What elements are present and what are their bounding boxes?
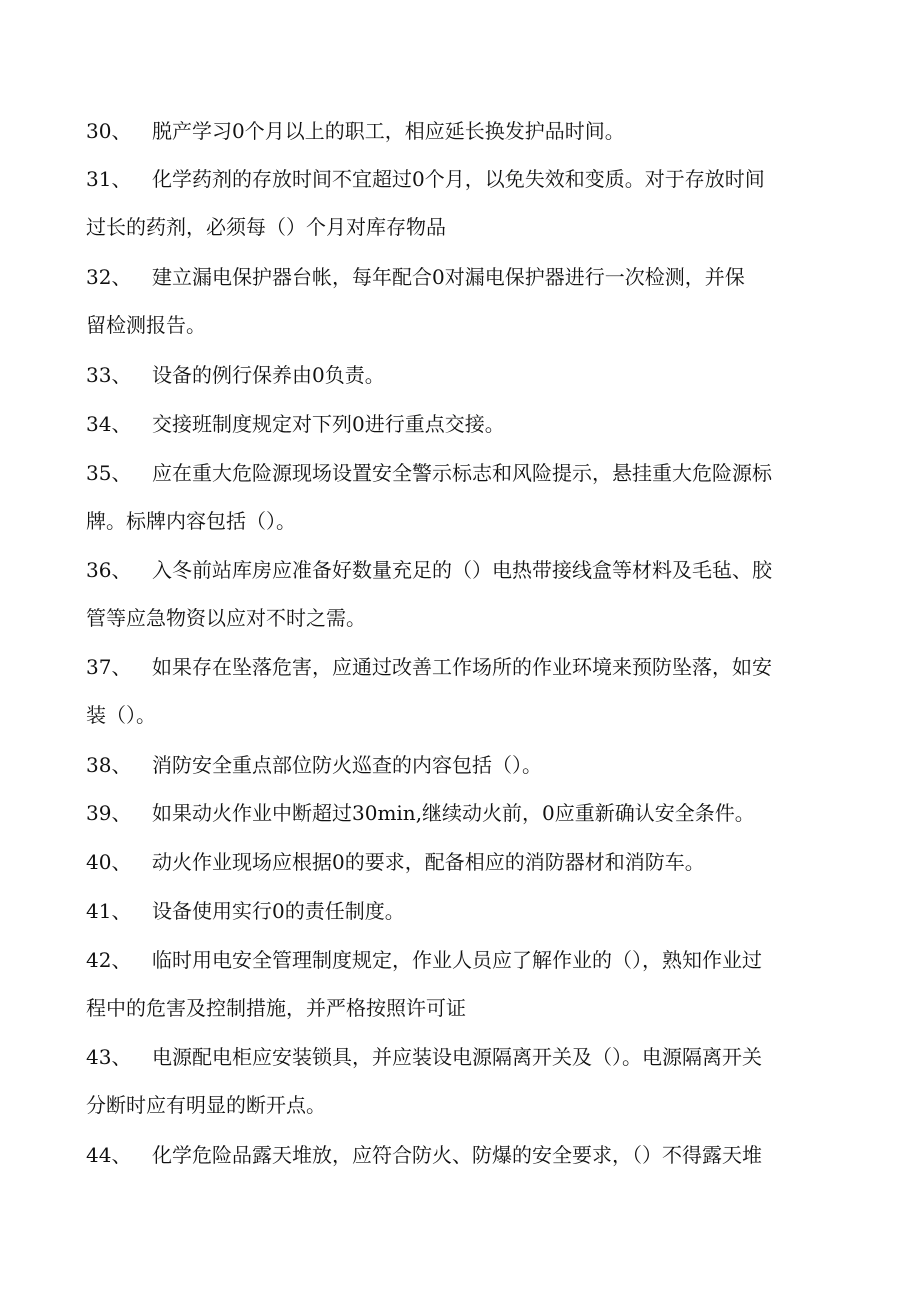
question-line	[86, 643, 836, 691]
question-number: 39、	[86, 801, 132, 825]
question-number: 37、	[86, 655, 132, 679]
question-text: 设备的例行保养由0负责。	[152, 363, 385, 387]
question-text: 设备使用实行0的责任制度。	[152, 899, 405, 923]
question-text: 如果存在坠落危害，应通过改善工作场所的作业环境来预防坠落，如安	[152, 655, 772, 679]
question-text: 应在重大危险源现场设置安全警示标志和风险提示，悬挂重大危险源标	[152, 461, 772, 485]
question-line-continued: 管等应急物资以应对不时之需。	[86, 606, 366, 630]
question-40	[86, 838, 836, 886]
question-text: 脱产学习0个月以上的职工，相应延长换发护品时间。	[152, 119, 625, 143]
question-number: 35、	[86, 461, 132, 485]
question-text: 入冬前站库房应准备好数量充足的（）电热带接线盒等材料及毛毡、胶	[152, 558, 772, 582]
question-42	[86, 936, 836, 1032]
question-text: 动火作业现场应根据0的要求，配备相应的消防器材和消防车。	[152, 850, 705, 874]
question-text: 交接班制度规定对下列0进行重点交接。	[152, 412, 505, 436]
question-35	[86, 449, 836, 545]
question-text: 化学危险品露天堆放，应符合防火、防爆的安全要求，（）不得露天堆	[152, 1143, 762, 1167]
question-number: 32、	[86, 265, 132, 289]
question-number: 41、	[86, 899, 132, 923]
question-line	[86, 449, 836, 497]
question-line	[86, 741, 836, 789]
question-41	[86, 887, 836, 935]
question-line	[86, 546, 836, 594]
question-number: 40、	[86, 850, 132, 874]
question-text: 临时用电安全管理制度规定，作业人员应了解作业的（），熟知作业过	[152, 948, 762, 972]
question-line	[86, 155, 836, 203]
question-line-continued: 分断时应有明显的断开点。	[86, 1093, 326, 1117]
question-line-continued: 程中的危害及控制措施，并严格按照许可证	[86, 996, 466, 1020]
question-line-continued: 留检测报告。	[86, 313, 206, 337]
question-36	[86, 546, 836, 642]
question-number: 33、	[86, 363, 132, 387]
question-number: 34、	[86, 412, 132, 436]
question-44	[86, 1131, 836, 1179]
question-line	[86, 107, 836, 155]
question-text: 化学药剂的存放时间不宜超过0个月，以免失效和变质。对于存放时间	[152, 167, 765, 191]
question-line	[86, 253, 836, 301]
question-line-continued: 装（）。	[86, 703, 156, 727]
question-line	[86, 351, 836, 399]
question-line	[86, 1131, 836, 1179]
question-line	[86, 789, 836, 837]
question-37	[86, 643, 836, 739]
question-line	[86, 887, 836, 935]
question-text: 电源配电柜应安装锁具，并应装设电源隔离开关及（）。电源隔离开关	[152, 1045, 762, 1069]
question-32	[86, 253, 836, 349]
question-number: 44、	[86, 1143, 132, 1167]
question-number: 30、	[86, 119, 132, 143]
question-text: 如果动火作业中断超过30min,继续动火前，0应重新确认安全条件。	[152, 801, 755, 825]
question-text: 建立漏电保护器台帐，每年配合0对漏电保护器进行一次检测，并保	[152, 265, 745, 289]
question-number: 31、	[86, 167, 132, 191]
question-38	[86, 741, 836, 789]
question-33	[86, 351, 836, 399]
question-34	[86, 400, 836, 448]
question-line	[86, 838, 836, 886]
question-line	[86, 1033, 836, 1081]
question-line-continued: 过长的药剂，必须每（）个月对库存物品	[86, 215, 446, 239]
question-line-continued: 牌。标牌内容包括（）。	[86, 509, 296, 533]
question-line	[86, 936, 836, 984]
question-number: 43、	[86, 1045, 132, 1069]
question-43	[86, 1033, 836, 1129]
question-number: 36、	[86, 558, 132, 582]
question-number: 42、	[86, 948, 132, 972]
question-39	[86, 789, 836, 837]
question-number: 38、	[86, 753, 132, 777]
question-30	[86, 107, 836, 155]
question-line	[86, 400, 836, 448]
question-31	[86, 155, 836, 251]
question-text: 消防安全重点部位防火巡查的内容包括（）。	[152, 753, 542, 777]
